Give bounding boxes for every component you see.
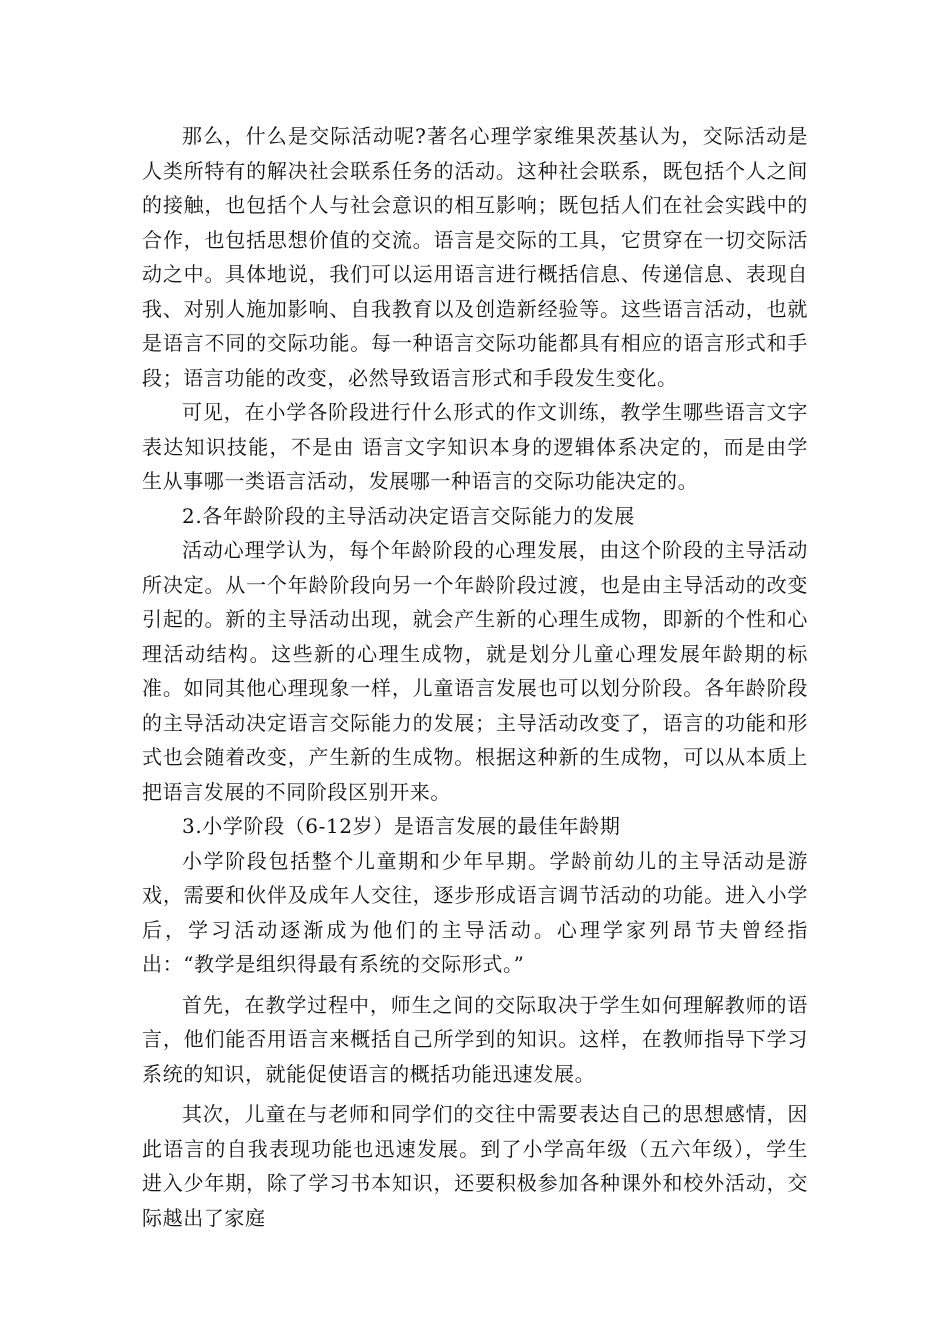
paragraph-primary-school-stage: 小学阶段包括整个儿童期和少年早期。学龄前幼儿的主导活动是游戏，需要和伙伴及成年人交往，逐步形成语言调节活动的功能。进入小学后，学习活动逐渐成为他们的主导活动。心理学家列昂节夫曾经指出：“教学是组织得最有系统的交际形式。” <box>142 848 808 976</box>
paragraph-activity-psychology: 活动心理学认为，每个年龄阶段的心理发展，由这个阶段的主导活动所决定。从一个年龄阶段向另一个年龄阶段过渡，也是由主导活动的改变引起的。新的主导活动出现，就会产生新的心理生成物，即新的个性和心理活动结构。这些新的心理生成物，就是划分儿童心理发展年龄期的标准。如同其他心理现象一样，儿童语言发展也可以划分阶段。各年龄阶段的主导活动决定语言交际能力的发展；主导活动改变了，语言的功能和形式也会随着改变，产生新的生成物。根据这种新的生成物，可以从本质上把语言发展的不同阶段区别开来。 <box>142 538 808 804</box>
section-heading-3: 3.小学阶段（6-12岁）是语言发展的最佳年龄期 <box>182 814 621 838</box>
paragraph-writing-training: 可见，在小学各阶段进行什么形式的作文训练，教学生哪些语言文字表达知识技能，不是由 语言文字知识本身的逻辑体系决定的，而是由学生从事哪一类语言活动，发展哪一种语言的交际功能决定的。 <box>142 400 808 493</box>
paragraph-first: 首先，在教学过程中，师生之间的交际取决于学生如何理解教师的语言，他们能否用语言来概括自己所学到的知识。这样，在教师指导下学习系统的知识，就能促使语言的概括功能迅速发展。 <box>142 992 808 1086</box>
paragraph-communication-activity: 那么，什么是交际活动呢?著名心理学家维果茨基认为，交际活动是人类所特有的解决社会联系任务的活动。这种社会联系，既包括个人之间的接触，也包括个人与社会意识的相互影响；既包括人们在社会实践中的合作，也包括思想价值的交流。语言是交际的工具，它贯穿在一切交际活动之中。具体地说，我们可以运用语言进行概括信息、传递信息、表现自我、对别人施加影响、自我教育以及创造新经验等。这些语言活动，也就是语言不同的交际功能。每一种语言交际功能都具有相应的语言形式和手段；语言功能的改变，必然导致语言形式和手段发生变化。 <box>142 124 808 390</box>
document-page <box>142 119 808 1235</box>
section-heading-2: 2.各年龄阶段的主导活动决定语言交际能力的发展 <box>182 503 635 528</box>
paragraph-second: 其次，儿童在与老师和同学们的交往中需要表达自己的思想感情，因此语言的自我表现功能也迅速发展。到了小学高年级（五六年级），学生进入少年期，除了学习书本知识，还要积极参加各种课外和校外活动，交际越出了家庭 <box>142 1102 808 1230</box>
